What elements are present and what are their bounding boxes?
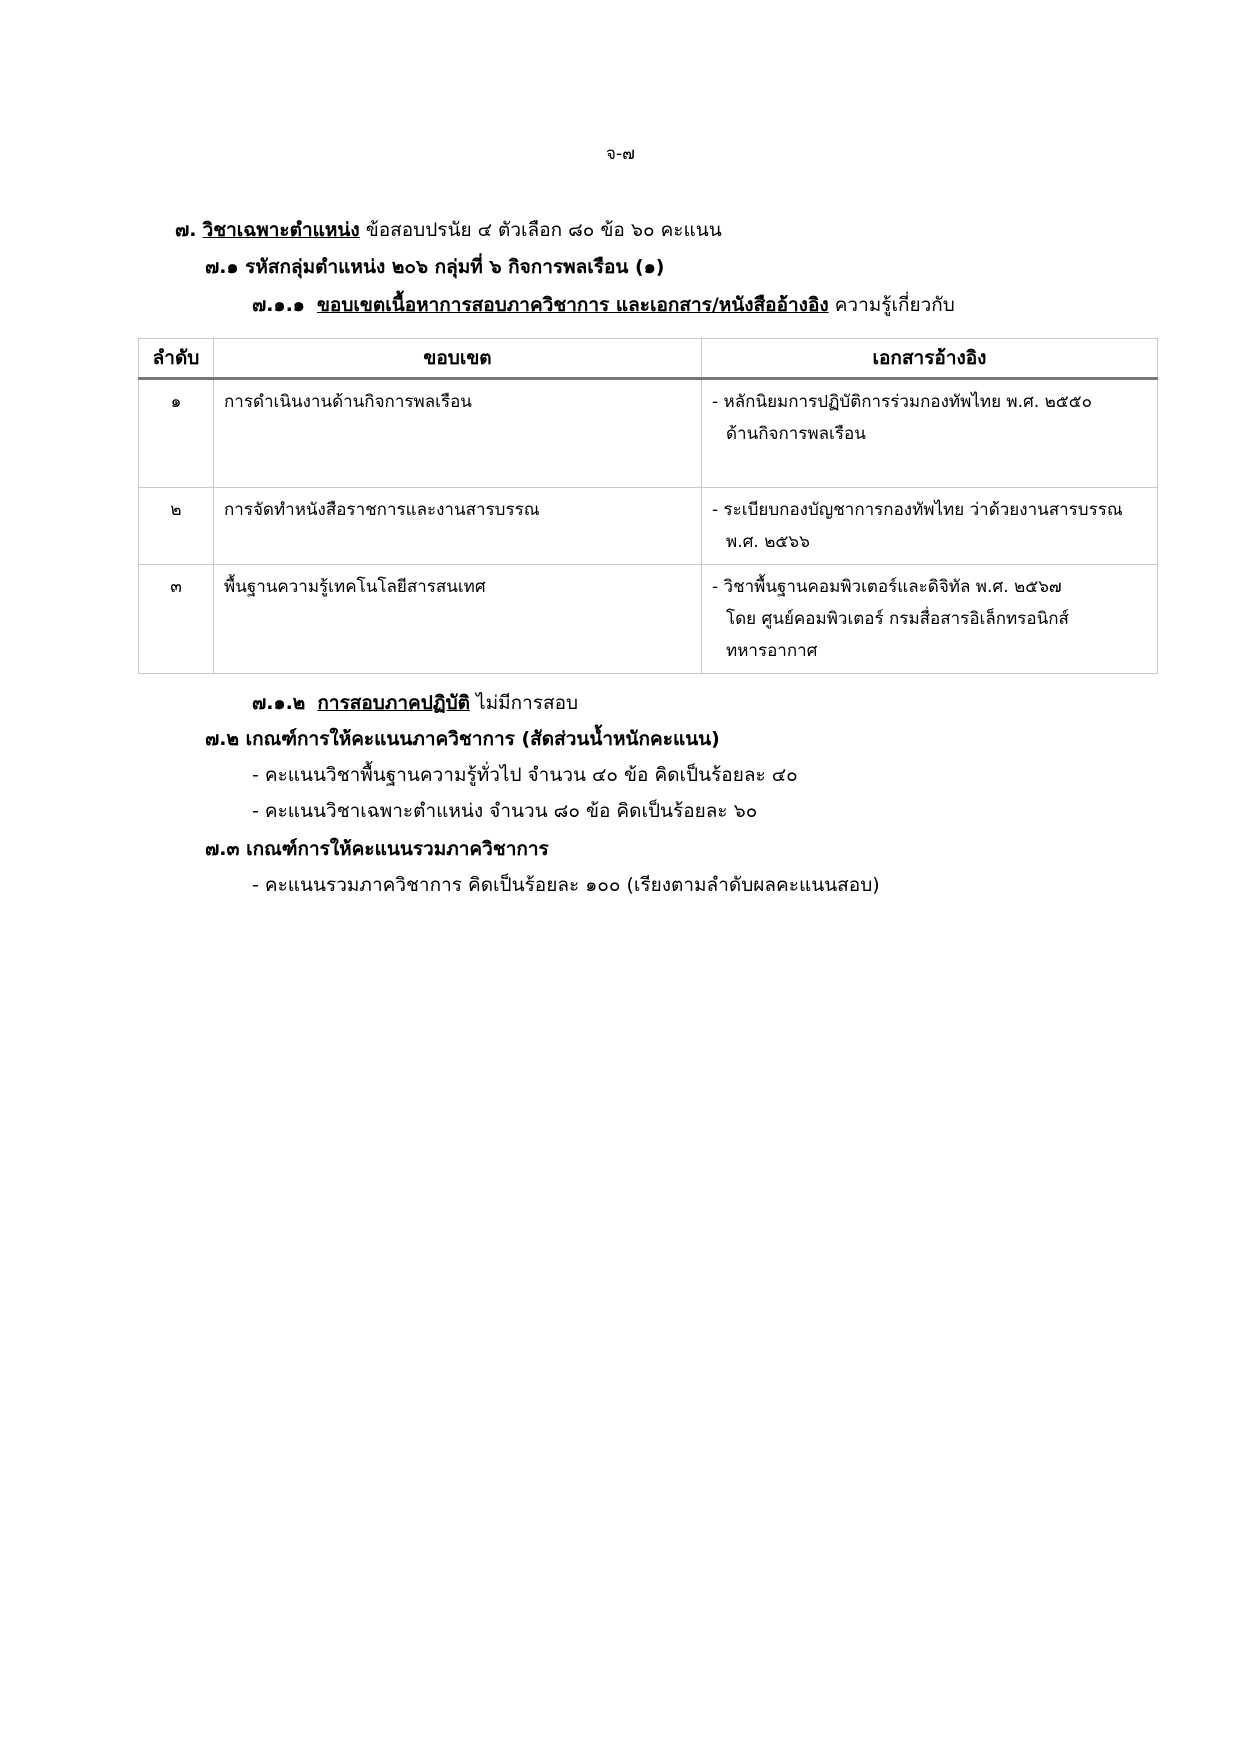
section-7-1-1-description: ความรู้เกี่ยวกับ (834, 294, 955, 316)
row-reference (702, 379, 1158, 488)
row-number: ๓ (139, 565, 214, 674)
header-reference: เอกสารอ้างอิง (702, 339, 1158, 379)
table-row (139, 565, 1158, 674)
reference-line: - วิชาพื้นฐานคอมพิวเตอร์และดิจิทัล พ.ศ. ๒๕๖๗ (712, 577, 1062, 597)
table-header-row (139, 339, 1158, 379)
reference-line: ด้านกิจการพลเรือน (726, 424, 866, 444)
row-reference (702, 565, 1158, 674)
reference-line: ทหารอากาศ (726, 641, 818, 661)
section-7-1-1-heading (252, 290, 955, 320)
reference-line: พ.ศ. ๒๕๖๖ (726, 532, 810, 552)
section-7-1-2-number: ๗.๑.๒ (252, 692, 306, 714)
section-7-1-1-title: ขอบเขตเนื้อหาการสอบภาควิชาการ และเอกสาร/หนังสืออ้างอิง (316, 294, 829, 316)
section-7-2-heading: ๗.๒ เกณฑ์การให้คะแนนภาควิชาการ (สัดส่วนน้ำหนักคะแนน) (205, 728, 720, 750)
section-7-number: ๗. (175, 219, 197, 241)
header-scope: ขอบเขต (214, 339, 702, 379)
reference-line: - หลักนิยมการปฏิบัติการร่วมกองทัพไทย พ.ศ. ๒๕๕๐ (712, 392, 1092, 412)
row-scope: พื้นฐานความรู้เทคโนโลยีสารสนเทศ (214, 565, 702, 674)
row-scope: การดำเนินงานด้านกิจการพลเรือน (214, 379, 702, 488)
scope-reference-table (138, 338, 1158, 674)
reference-line: - ระเบียบกองบัญชาการกองทัพไทย ว่าด้วยงานสารบรรณ (712, 500, 1123, 520)
section-7-3-item: - คะแนนรวมภาควิชาการ คิดเป็นร้อยละ ๑๐๐ (เรียงตามลำดับผลคะแนนสอบ) (252, 874, 880, 896)
row-number: ๒ (139, 488, 214, 565)
row-scope: การจัดทำหนังสือราชการและงานสารบรรณ (214, 488, 702, 565)
page-number: จ-๗ (606, 144, 635, 164)
reference-line: โดย ศูนย์คอมพิวเตอร์ กรมสื่อสารอิเล็กทรอนิกส์ (726, 609, 1069, 629)
section-7-1-2-description: ไม่มีการสอบ (476, 692, 579, 714)
table-row (139, 488, 1158, 565)
row-reference (702, 488, 1158, 565)
section-7-2-item: - คะแนนวิชาพื้นฐานความรู้ทั่วไป จำนวน ๔๐ ข้อ คิดเป็นร้อยละ ๔๐ (252, 764, 798, 786)
section-7-description: ข้อสอบปรนัย ๔ ตัวเลือก ๘๐ ข้อ ๖๐ คะแนน (365, 219, 722, 241)
section-7-1-1-number: ๗.๑.๑ (252, 294, 305, 316)
section-7-heading (175, 215, 722, 245)
section-7-1-2-title: การสอบภาคปฏิบัติ (317, 692, 470, 714)
row-number: ๑ (139, 379, 214, 488)
section-7-title: วิชาเฉพาะตำแหน่ง (202, 219, 360, 241)
section-7-1-2-heading (252, 688, 578, 718)
section-7-1-heading: ๗.๑ รหัสกลุ่มตำแหน่ง ๒๐๖ กลุ่มที่ ๖ กิจการพลเรือน (๑) (205, 256, 665, 278)
section-7-2-item: - คะแนนวิชาเฉพาะตำแหน่ง จำนวน ๘๐ ข้อ คิดเป็นร้อยละ ๖๐ (252, 800, 758, 822)
section-7-3-heading: ๗.๓ เกณฑ์การให้คะแนนรวมภาควิชาการ (205, 838, 549, 860)
table-row (139, 379, 1158, 488)
header-order: ลำดับ (139, 339, 214, 379)
